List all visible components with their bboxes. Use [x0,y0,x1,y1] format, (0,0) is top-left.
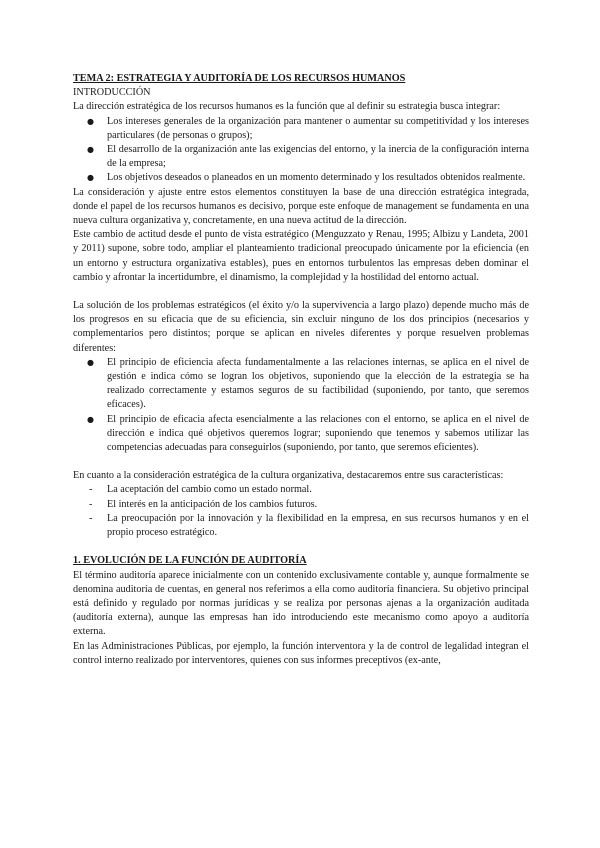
list-item: ● Los objetivos deseados o planeados en un momento determinado y los resultados obtenidos realmente. [73,171,529,185]
document-title: TEMA 2: ESTRATEGIA Y AUDITORÍA DE LOS RECURSOS HUMANOS [73,73,406,84]
list-item: ● El desarrollo de la organización ante las exigencias del entorno, y la inercia de la configuración interna de la empresa; [73,143,529,171]
list-item: ● El principio de eficiencia afecta fundamentalmente a las relaciones internas, se aplica en el nivel de gestión e indica cómo se logran los objetivos, suponiendo que la elección de la estrategia se ha realizado correctamente y estamos seguros de su factibilidad (suponiendo, por tanto, que seremos eficaces). [73,356,529,413]
list-item: - La preocupación por la innovación y la flexibilidad en la empresa, en sus recursos humanos y en el propio proceso estratégico. [73,512,529,540]
paragraph: En cuanto a la consideración estratégica de la cultura organizativa, destacaremos entre sus características: [73,470,504,482]
paragraph: En las Administraciones Públicas, por ejemplo, la función interventora y la de control de legalidad integran el control interno realizado por interventores, quienes con sus informes preceptivos (ex-ante, [73,640,529,666]
bullet-list-principles [73,356,529,455]
intro-heading: INTRODUCCIÓN [73,87,151,99]
list-item: ● Los intereses generales de la organización para mantener o aumentar su competitividad y los intereses particulares (de personas o grupos); [73,115,529,143]
paragraph: El término auditoría aparece inicialmente con un contenido exclusivamente contable y, aunque formalmente se denomina auditoría de cuentas, en general nos referimos a ella como auditoría financiera. Su objetivo principal está definido y regulado por normas jurídicas y se realiza por personas ajenas a la organización auditada (auditoría externa), aunque las empresas han ido introduciendo este mecanismo como apoyo a auditoría externa. [73,569,529,638]
paragraph: La consideración y ajuste entre estos elementos constituyen la base de una dirección estratégica integrada, donde el papel de los recursos humanos es decisivo, porque este enfoque de management se fundamenta en una nueva cultura organizativa y, concretamente, en una nueva actitud de la dirección. [73,186,529,227]
list-item: ● El principio de eficacia afecta esencialmente a las relaciones con el entorno, se aplica en el nivel de dirección e indica qué objetivos queremos lograr; suponiendo que tenemos y sabemos utilizar las competencias adecuadas para conseguirlos (suponiendo, por tanto, que seremos eficientes). [73,413,529,456]
bullet-list-integration [73,115,529,186]
paragraph: Este cambio de actitud desde el punto de vista estratégico (Menguzzato y Renau, 1995; Albizu y Landeta, 2001 y 2011) supone, sobre todo, ampliar el planteamiento tradicional preocupado únicamente por la eficiencia (en un entorno y estructura organizativa estables), pues en entornos turbulentos las empresas deben dominar el cambio y afrontar la incertidumbre, el dinamismo, la complejidad y la hostilidad del entorno actual. [73,229,529,283]
list-item: - La aceptación del cambio como un estado normal. [73,483,529,497]
document-page [73,72,529,668]
paragraph: La solución de los problemas estratégicos (el éxito y/o la supervivencia a largo plazo) depende mucho más de los progresos en su eficacia que de su eficiencia, sin excluir ninguno de los dos principios (necesarios y complementarios pero distintos; porque se aplican en niveles diferentes y porque resuelven problemas diferentes: [73,300,529,354]
paragraph-intro: La dirección estratégica de los recursos humanos es la función que al definir su estrategia busca integrar: [73,101,501,113]
list-item: - El interés en la anticipación de los cambios futuros. [73,498,529,512]
section-title: 1. EVOLUCIÓN DE LA FUNCIÓN DE AUDITORÍA [73,555,307,567]
dash-list-characteristics [73,483,529,540]
